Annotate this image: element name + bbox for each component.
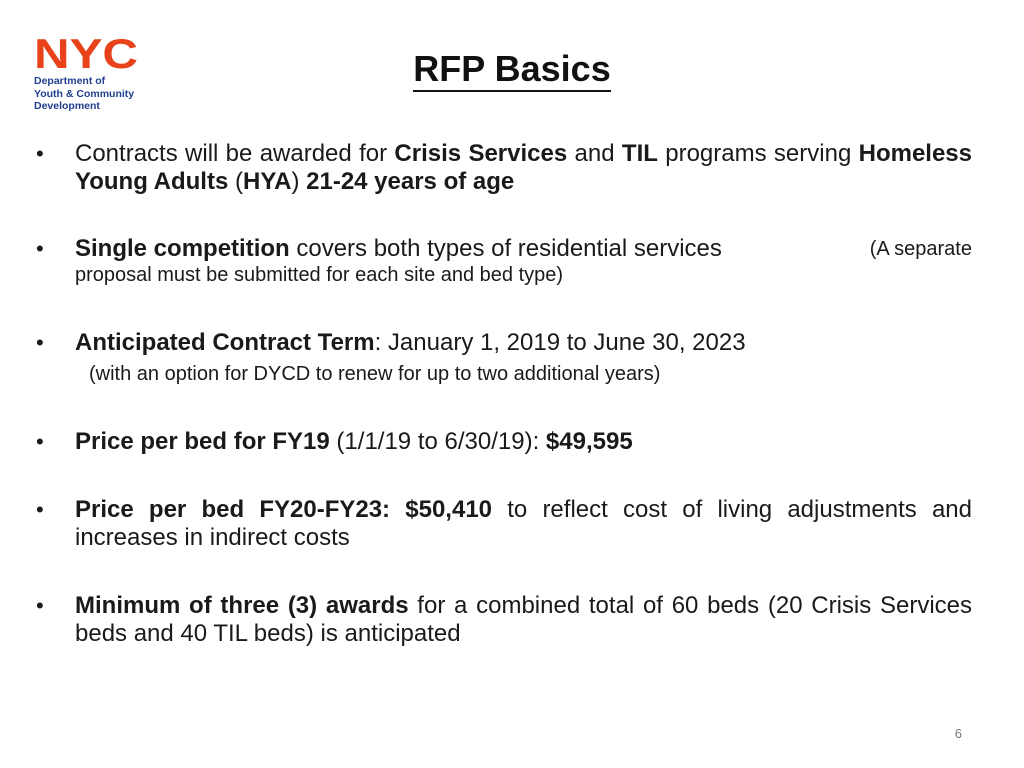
bullet-contracts: • Contracts will be awarded for Crisis Services and TIL programs serving Homeless Young Adults (HYA) 21-24 years of age (36, 140, 972, 195)
bullet-dot: • (36, 141, 44, 166)
bullet-dot: • (36, 330, 44, 355)
slide-title: RFP Basics (0, 48, 1024, 90)
bullet-price-fy20-fy23: • Price per bed FY20-FY23: $50,410 to reflect cost of living adjustments and increases in indirect costs (36, 496, 972, 551)
bullet-contract-term: • Anticipated Contract Term: January 1, 2019 to June 30, 2023 (with an option for DYCD to renew for up to two additional years) (36, 329, 746, 385)
bullet-price-fy19: • Price per bed for FY19 (1/1/19 to 6/30/19): $49,595 (36, 428, 633, 455)
bullet-single-competition: • (A separate Single competition covers both types of residential services proposal must be submitted for each site and bed type) (36, 235, 972, 286)
logo-line-3: Development (34, 100, 100, 112)
logo-line-1: Department of (34, 75, 106, 87)
bullet-dot: • (36, 429, 44, 454)
bullet-minimum-awards: • Minimum of three (3) awards for a combined total of 60 beds (20 Crisis Services beds and 40 TIL beds) is anticipated (36, 592, 973, 647)
bullet-dot: • (36, 593, 44, 618)
bullet-dot: • (36, 236, 44, 261)
logo-mark-text: NYC (34, 35, 138, 71)
page-number: 6 (954, 726, 962, 741)
logo-line-2: Youth & Community (34, 87, 135, 100)
bullet-dot: • (36, 497, 44, 522)
